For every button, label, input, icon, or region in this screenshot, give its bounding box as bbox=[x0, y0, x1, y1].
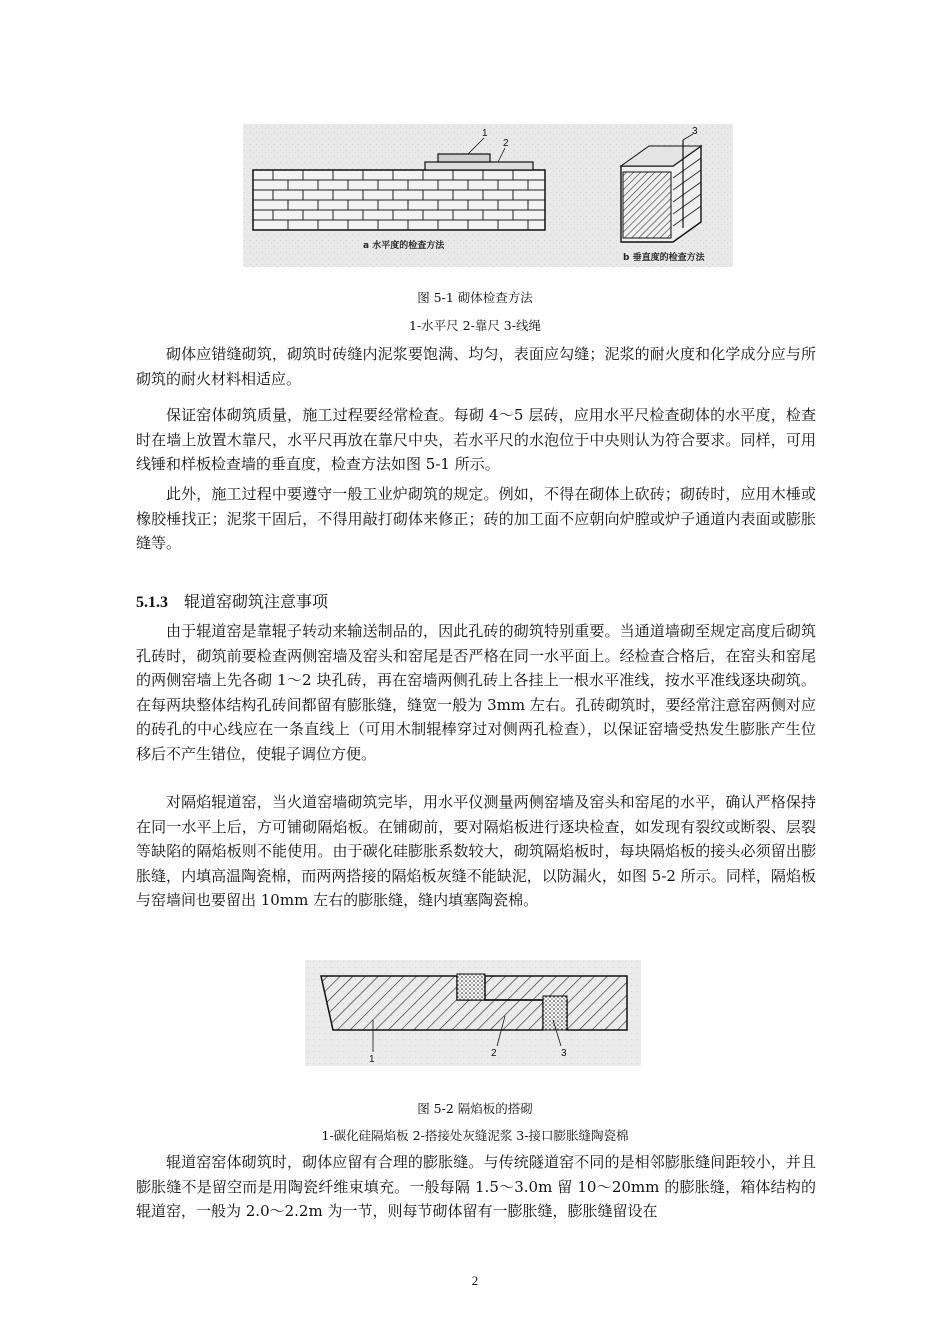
callout-1: 1 bbox=[482, 128, 488, 139]
spirit-level bbox=[438, 154, 490, 162]
figure-5-1 bbox=[243, 124, 733, 267]
straight-edge bbox=[425, 162, 533, 170]
flame-plate-lap-diagram bbox=[305, 960, 641, 1066]
mortar-joint bbox=[457, 974, 485, 1000]
section-number: 5.1.3 bbox=[136, 594, 168, 611]
figure-5-2-legend: 1-碳化硅隔焰板 2-搭接处灰缝泥浆 3-接口膨胀缝陶瓷棉 bbox=[321, 1128, 629, 1143]
figure-5-2 bbox=[305, 960, 641, 1066]
paragraph: 保证窑体砌筑质量，施工过程要经常检查。每砌 4～5 层砖，应用水平尺检查砌体的水平度，检查时在墙上放置木靠尺，水平尺再放在靠尺中央，若水平尺的水泡位于中央则认为符合要求。同样，可用线锤和样板检查墙的垂直度，检查方法如图 5-1 所示。 bbox=[136, 406, 816, 474]
paragraph: 辊道窑窑体砌筑时，砌体应留有合理的膨胀缝。与传统隧道窑不同的是相邻膨胀缝间距较小，并且膨胀缝不是留空而是用陶瓷纤维束填充。一般每隔 1.5～3.0m 留 10～20mm 的膨胀缝，箱体结构的辊道窑，一般为 2.0～2.2m 为一节，则每节砌体留有一膨胀缝，膨胀缝留设在 bbox=[136, 1153, 816, 1221]
callout-2: 2 bbox=[503, 138, 509, 149]
label-a: a 水平度的检查方法 bbox=[363, 241, 445, 251]
paragraph: 砌体应错缝砌筑，砌筑时砖缝内泥浆要饱满、均匀，表面应勾缝；泥浆的耐火度和化学成分应与所砌筑的耐火材料相适应。 bbox=[136, 345, 816, 388]
section-heading bbox=[136, 590, 328, 615]
paragraph: 此外，施工过程中要遵守一般工业炉砌筑的规定。例如，不得在砌体上砍砖；砌砖时，应用木棰或橡胶棰找正；泥浆干固后，不得用敲打砌体来修正；砖的加工面不应朝向炉膛或炉子通道内表面或膨胀缝等。 bbox=[136, 485, 816, 553]
label-b: b 垂直度的检查方法 bbox=[623, 253, 705, 263]
page-number: 2 bbox=[471, 1273, 479, 1288]
figure-5-2-caption: 图 5-2 隔焰板的搭砌 bbox=[417, 1101, 533, 1116]
paragraph: 由于辊道窑是靠辊子转动来输送制品的，因此孔砖的砌筑特别重要。当通道墙砌至规定高度后砌筑孔砖时，砌筑前要检查两侧窑墙及窑头和窑尾是否严格在同一水平面上。经检查合格后，在窑头和窑尾的两侧窑墙上先各砌 1～2 块孔砖，再在窑墙两侧孔砖上各挂上一根水平准线，按水平准线逐块砌筑。在每两块整体结构孔砖间都留有膨胀缝，缝宽一般为 3mm 左右。孔砖砌筑时，要经常注意窑两侧对应的砖孔的中心线应在一条直线上（可用木制辊棒穿过对侧两孔检查），以保证窑墙受热发生膨胀产生位移后不产生错位，使辊子调位方便。 bbox=[136, 622, 816, 763]
callout-1: 1 bbox=[369, 1054, 375, 1065]
callout-3: 3 bbox=[561, 1048, 567, 1059]
expansion-joint bbox=[543, 996, 567, 1030]
figure-5-1-legend: 1-水平尺 2-靠尺 3-线绳 bbox=[409, 318, 541, 333]
section-title: 辊道窑砌筑注意事项 bbox=[184, 592, 329, 611]
callout-3: 3 bbox=[692, 126, 698, 137]
masonry-inspection-diagram bbox=[243, 124, 733, 267]
paragraph: 对隔焰辊道窑，当火道窑墙砌筑完毕，用水平仪测量两侧窑墙及窑头和窑尾的水平，确认严格保持在同一水平上后，方可铺砌隔焰板。在铺砌前，要对隔焰板进行逐块检查，如发现有裂纹或断裂、层裂等缺陷的隔焰板则不能使用。由于碳化硅膨胀系数较大，砌筑隔焰板时，每块隔焰板的接头必须留出膨胀缝，内填高温陶瓷棉，而两两搭接的隔焰板灰缝不能缺泥，以防漏火，如图 5-2 所示。同样，隔焰板与窑墙间也要留出 10mm 左右的膨胀缝，缝内填塞陶瓷棉。 bbox=[136, 793, 816, 910]
figure-5-1-caption: 图 5-1 砌体检查方法 bbox=[417, 290, 533, 305]
callout-2: 2 bbox=[491, 1048, 497, 1059]
